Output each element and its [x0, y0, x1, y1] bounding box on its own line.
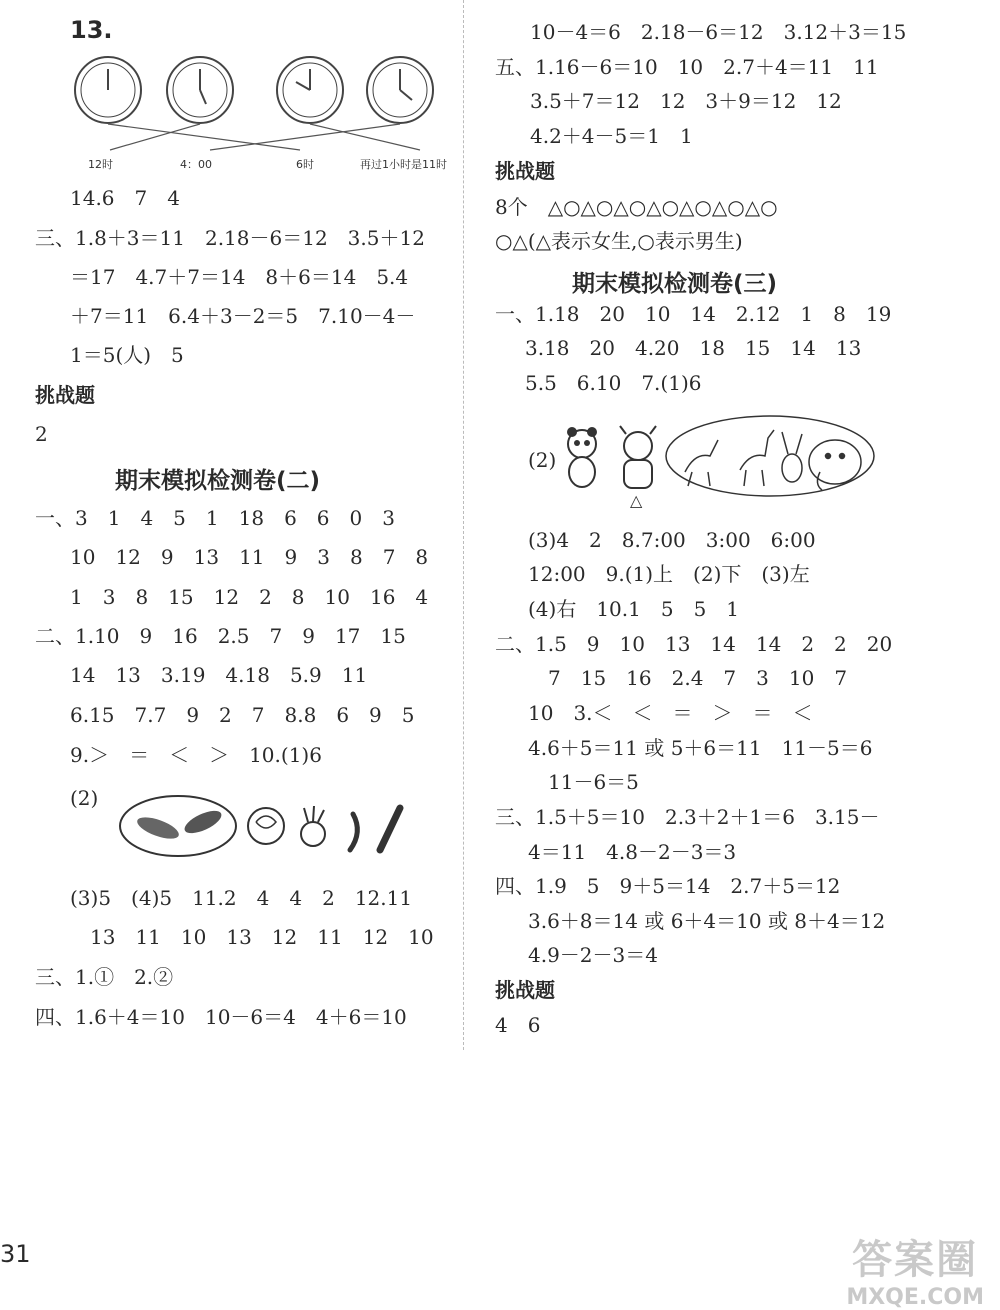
section-title: 期末模拟检测卷(三) [572, 271, 778, 297]
watermark-logo [846, 1228, 984, 1310]
panda-icon [567, 427, 597, 487]
carrot-icon [380, 808, 400, 850]
answer-line: 8个 △○△○△○△○△○△○△○ [495, 195, 778, 219]
answer-line: 四、1.6＋4＝10 10－6＝4 4＋6＝10 [35, 1005, 407, 1029]
cabbage-icon [248, 808, 284, 844]
watermark-title: 答案圈 [852, 1237, 979, 1283]
section-title: 期末模拟检测卷(二) [115, 468, 321, 494]
answer-line: ＝17 4.7＋7＝14 8＋6＝14 5.4 [70, 265, 409, 289]
answer-line: 二、1.10 9 16 2.5 7 9 17 15 [35, 624, 406, 648]
answer-line: (4)右 10.1 5 5 1 [528, 597, 740, 621]
answer-line: 4.9－2－3＝4 [528, 943, 658, 967]
question-13-number: 13. [70, 16, 113, 44]
triangle-mark: △ [630, 491, 643, 510]
answer-line: 1＝5(人) 5 [70, 343, 184, 367]
clocks-matching-figure [60, 52, 460, 182]
answer-line: 11－6＝5 [548, 770, 639, 794]
answer-line: 3.18 20 4.20 18 15 14 13 [525, 336, 862, 360]
answer-line: 五、1.16－6＝10 10 2.7＋4＝11 11 [495, 55, 879, 79]
answer-line: 三、1.① 2.② [35, 965, 174, 989]
answer-line: 9.＞ ＝ ＜ ＞ 10.(1)6 [70, 743, 322, 767]
answer-line: 14.6 7 4 [70, 186, 180, 210]
answer-line: 三、1.8＋3＝11 2.18－6＝12 3.5＋12 [35, 226, 425, 250]
answer-line: 10 12 9 13 11 9 3 8 7 8 [70, 545, 429, 569]
clock-label: 12时 [88, 158, 113, 171]
animals-figure [560, 412, 880, 512]
radish-icon [301, 822, 325, 846]
vegetables-figure [118, 792, 418, 862]
deer-icon [740, 430, 774, 486]
answer-line: 二、1.5 9 10 13 14 14 2 2 20 [495, 632, 893, 656]
answer-line: 6.15 7.7 9 2 7 8.8 6 9 5 [70, 703, 415, 727]
answer-line: ＋7＝11 6.4＋3－2＝5 7.10－4－ [70, 304, 416, 328]
watermark-url: MXQE.COM [846, 1285, 984, 1310]
column-divider [463, 0, 464, 1050]
challenge-heading: 挑战题 [35, 383, 95, 407]
answer-line: ○△(△表示女生,○表示男生) [495, 229, 743, 253]
answer-line: (3)5 (4)5 11.2 4 4 2 12.11 [70, 886, 413, 910]
answer-line: 四、1.9 5 9＋5＝14 2.7＋5＝12 [495, 874, 841, 898]
answer-line: 一、3 1 4 5 1 18 6 6 0 3 [35, 506, 395, 530]
answer-line: 10－4＝6 2.18－6＝12 3.12＋3＝15 [530, 20, 907, 44]
answer-line: 7 15 16 2.4 7 3 10 7 [548, 666, 848, 690]
answer-line: 4＝11 4.8－2－3＝3 [528, 840, 737, 864]
answer-line: 三、1.5＋5＝10 2.3＋2＋1＝6 3.15－ [495, 805, 880, 829]
answer-line: 14 13 3.19 4.18 5.9 11 [70, 663, 368, 687]
answer-line: 12:00 9.(1)上 (2)下 (3)左 [528, 562, 810, 586]
answer-line: 3.5＋7＝12 12 3＋9＝12 12 [530, 89, 842, 113]
clock-icon [277, 57, 343, 123]
answer-line: 1 3 8 15 12 2 8 10 16 4 [70, 585, 429, 609]
clock-label: 再过1小时是11时 [360, 158, 447, 171]
answer-line: 4.6＋5＝11 或 5＋6＝11 11－5＝6 [528, 736, 873, 760]
answer-line: (3)4 2 8.7:00 3:00 6:00 [528, 528, 816, 552]
rabbit-icon [782, 432, 802, 482]
answer-line: 4 6 [495, 1013, 541, 1037]
elephant-icon [809, 440, 861, 490]
answer-line: 3.6＋8＝14 或 6＋4＝10 或 8＋4＝12 [528, 909, 886, 933]
eggplant-icon [135, 813, 182, 843]
matching-lines [108, 124, 420, 150]
answer-line: 4.2＋4－5＝1 1 [530, 124, 693, 148]
clock-label: 6时 [296, 158, 314, 171]
answer-line: 10 3.＜ ＜ ＝ ＞ ＝ ＜ [528, 701, 813, 725]
challenge-heading: 挑战题 [495, 978, 555, 1002]
horse-icon [685, 440, 718, 486]
cow-icon [620, 426, 656, 488]
answer-line: 13 11 10 13 12 11 12 10 [90, 925, 434, 949]
answer-line: 5.5 6.10 7.(1)6 [525, 371, 702, 395]
clock-icon [167, 57, 233, 123]
clock-label: 4：00 [180, 158, 212, 171]
answer-line: (2) [528, 448, 557, 472]
page-number: 31 [0, 1240, 31, 1268]
clock-icon [367, 57, 433, 123]
pepper-icon [350, 814, 357, 850]
challenge-heading: 挑战题 [495, 159, 555, 183]
clock-icon [75, 57, 141, 123]
answer-line: 2 [35, 422, 48, 446]
eggplant-icon [181, 806, 224, 837]
answer-line: (2) [70, 786, 99, 810]
answer-line: 一、1.18 20 10 14 2.12 1 8 19 [495, 302, 892, 326]
